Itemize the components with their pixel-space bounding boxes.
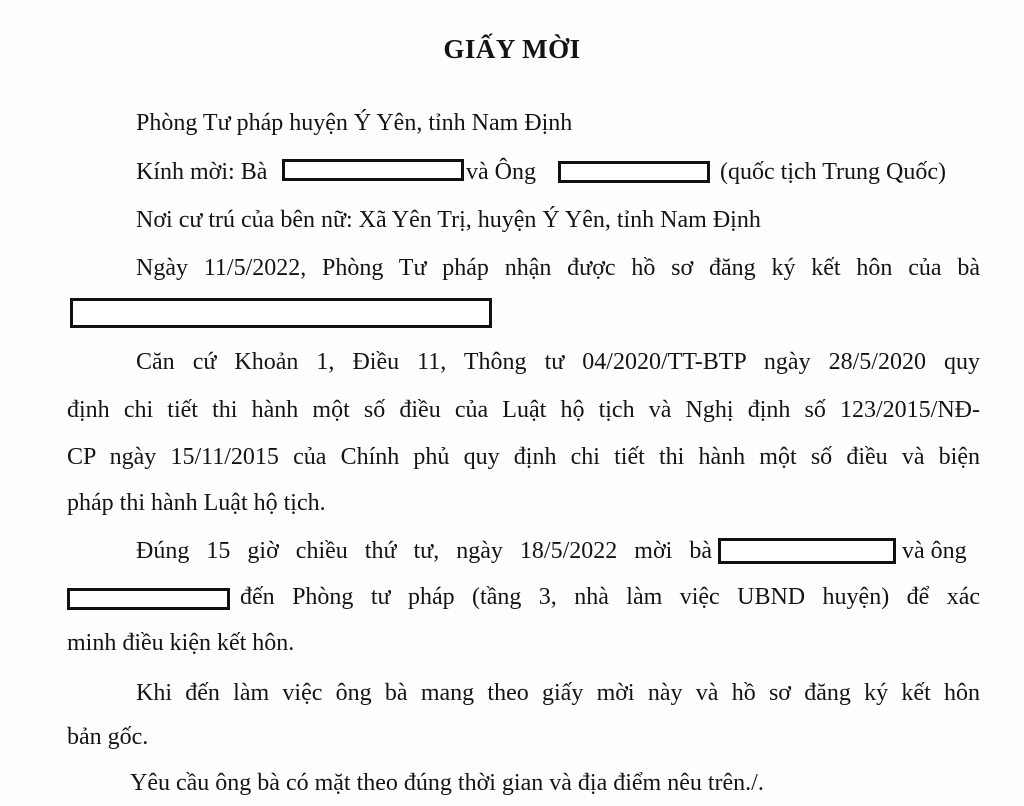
appointment-and: và ông	[902, 538, 967, 564]
redaction-box-groom-name-2	[67, 588, 230, 610]
invite-and: và Ông	[466, 159, 536, 185]
redaction-box-applicant-names	[70, 298, 492, 328]
bring-line-1: Khi đến làm việc ông bà mang theo giấy mời này và hồ sơ đăng ký kết hôn	[136, 680, 980, 706]
appointment-line-2: đến Phòng tư pháp (tầng 3, nhà làm việc UBND huyện) để xác	[240, 584, 980, 610]
redaction-box-bride-name	[282, 159, 464, 181]
redaction-box-groom-name	[558, 161, 710, 183]
invite-nationality: (quốc tịch Trung Quốc)	[720, 159, 946, 185]
office-line: Phòng Tư pháp huyện Ý Yên, tỉnh Nam Định	[136, 110, 573, 136]
invite-prefix: Kính mời: Bà	[136, 159, 268, 185]
appointment-prefix: Đúng 15 giờ chiều thứ tư, ngày 18/5/2022 mời bà	[136, 538, 712, 564]
basis-line-4: pháp thi hành Luật hộ tịch.	[67, 490, 326, 516]
basis-line-1: Căn cứ Khoản 1, Điều 11, Thông tư 04/2020/TT-BTP ngày 28/5/2020 quy	[136, 349, 980, 375]
redaction-box-bride-name-2	[718, 538, 896, 564]
request-line: Yêu cầu ông bà có mặt theo đúng thời gian và địa điểm nêu trên./.	[130, 770, 764, 796]
basis-line-3: CP ngày 15/11/2015 của Chính phủ quy định chi tiết thi hành một số điều và biện	[67, 444, 980, 470]
document-title: GIẤY MỜI	[443, 34, 581, 64]
invite-line	[136, 157, 267, 187]
basis-line-2: định chi tiết thi hành một số điều của Luật hộ tịch và Nghị định số 123/2015/NĐ-	[67, 397, 980, 423]
appointment-line-3: minh điều kiện kết hôn.	[67, 630, 295, 656]
residence-line: Nơi cư trú của bên nữ: Xã Yên Trị, huyện Ý Yên, tỉnh Nam Định	[136, 207, 761, 233]
bring-line-2: bản gốc.	[67, 724, 149, 750]
received-line: Ngày 11/5/2022, Phòng Tư pháp nhận được hồ sơ đăng ký kết hôn của bà	[136, 255, 980, 281]
